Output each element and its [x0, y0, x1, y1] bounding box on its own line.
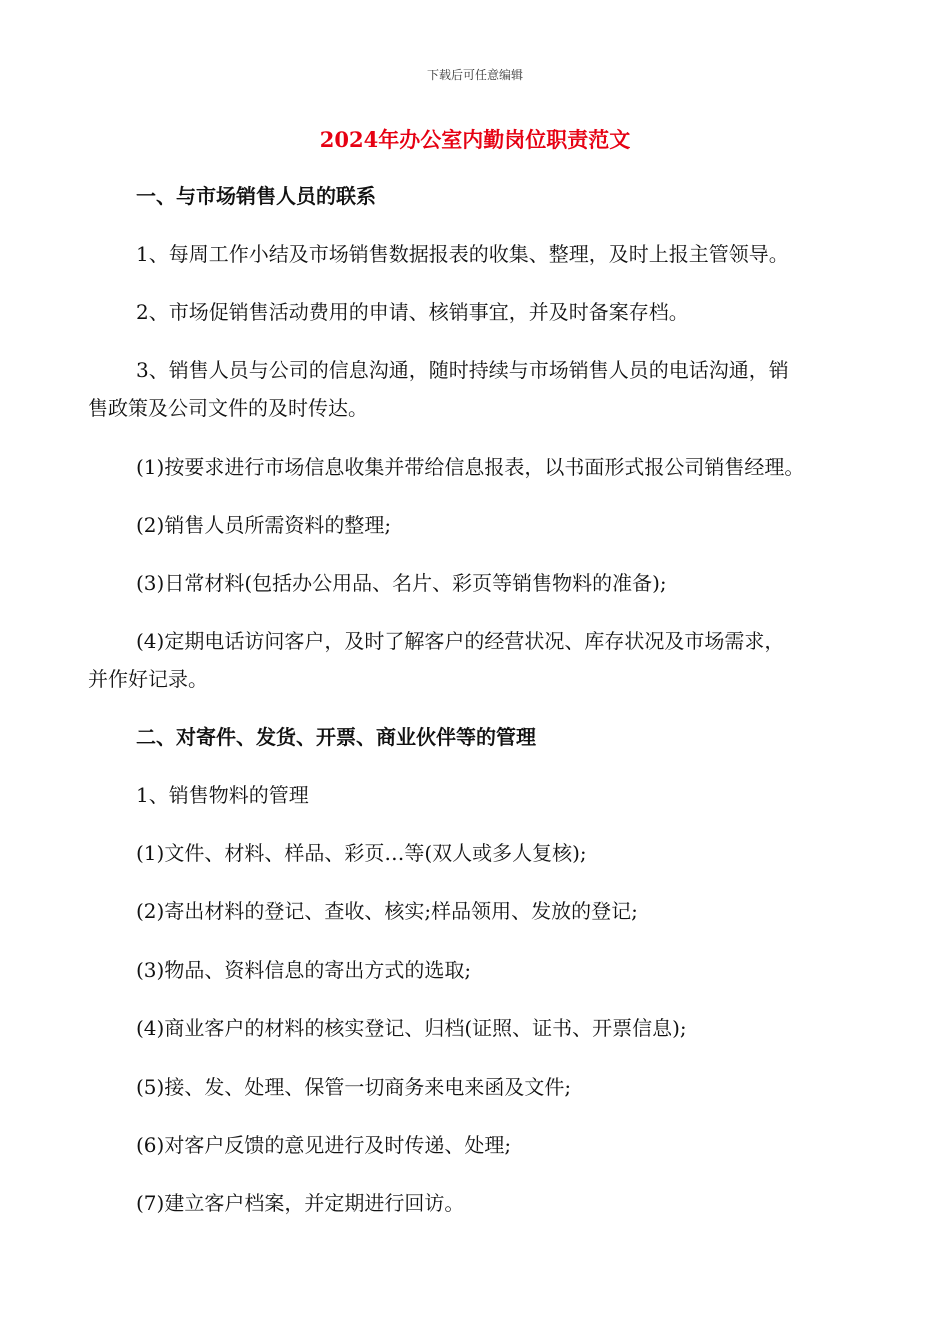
list-item: (7)建立客户档案，并定期进行回访。: [136, 1191, 465, 1215]
section-2-paragraph-1: 1、销售物料的管理: [136, 783, 309, 807]
list-item: (2)寄出材料的登记、查收、核实;样品领用、发放的登记;: [136, 899, 638, 923]
sub-item-2: (2)销售人员所需资料的整理;: [136, 513, 392, 537]
paragraph-3-line-1: 3、销售人员与公司的信息沟通，随时持续与市场销售人员的电话沟通，销: [136, 358, 789, 382]
sub-item-3: (3)日常材料(包括办公用品、名片、彩页等销售物料的准备);: [136, 571, 667, 595]
document-title: 2024年办公室内勤岗位职责范文: [319, 127, 631, 152]
paragraph-3-line-2: 售政策及公司文件的及时传达。: [88, 396, 368, 420]
header-note: 下载后可任意编辑: [426, 68, 523, 82]
sub-item-4-line-1: (4)定期电话访问客户，及时了解客户的经营状况、库存状况及市场需求，: [136, 629, 785, 653]
list-item: (4)商业客户的材料的核实登记、归档(证照、证书、开票信息);: [136, 1016, 687, 1040]
list-item: (5)接、发、处理、保管一切商务来电来函及文件;: [136, 1075, 572, 1099]
list-item: (3)物品、资料信息的寄出方式的选取;: [136, 958, 472, 982]
section-1-heading: 一、与市场销售人员的联系: [136, 184, 376, 208]
sub-item-1: (1)按要求进行市场信息收集并带给信息报表，以书面形式报公司销售经理。: [136, 455, 805, 479]
list-item: (1)文件、材料、样品、彩页…等(双人或多人复核);: [136, 841, 587, 865]
paragraph-2: 2、市场促销售活动费用的申请、核销事宜，并及时备案存档。: [136, 300, 689, 324]
paragraph-1: 1、每周工作小结及市场销售数据报表的收集、整理，及时上报主管领导。: [136, 242, 789, 266]
list-item: (6)对客户反馈的意见进行及时传递、处理;: [136, 1133, 512, 1157]
section-2-heading: 二、对寄件、发货、开票、商业伙伴等的管理: [136, 725, 536, 749]
sub-item-4-line-2: 并作好记录。: [88, 667, 208, 691]
